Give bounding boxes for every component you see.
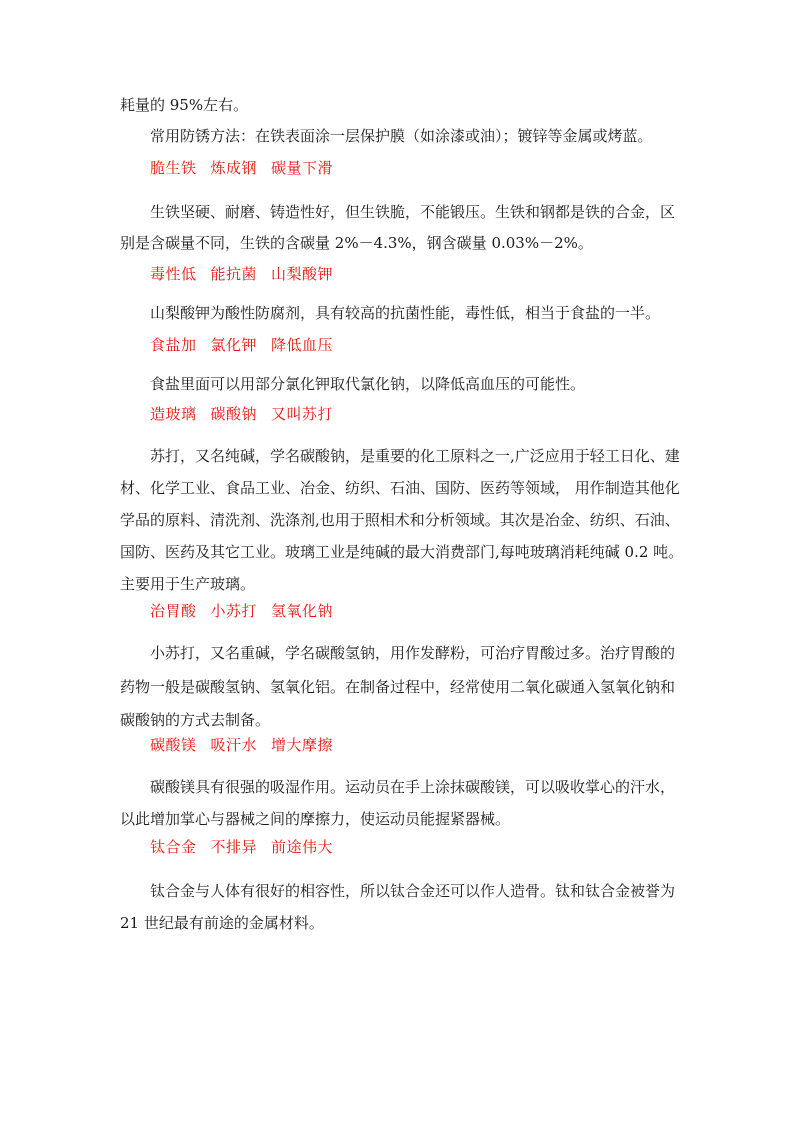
keyword: 氢氧化钠 [271, 602, 334, 620]
keyword: 增大摩擦 [271, 736, 334, 754]
paragraph-salt: 食盐里面可以用部分氯化钾取代氯化钠，以降低高血压的可能性。 [150, 375, 586, 393]
keyword: 碳酸镁 [150, 736, 197, 754]
keyword: 氯化钾 [210, 336, 258, 354]
keyword: 食盐加 [150, 336, 197, 354]
section-heading-salt [150, 334, 715, 357]
keyword: 前途伟大 [271, 838, 334, 856]
paragraph-cast-iron: 生铁坚硬、耐磨、铸造性好，但生铁脆，不能锻压。生铁和钢都是铁的合金，区别是含碳量不同，生铁的含碳量 2%－4.3%，钢含碳量 0.03%－2%。 [120, 203, 676, 252]
section-heading-baking-soda [150, 600, 715, 623]
keyword: 碳量下滑 [271, 159, 334, 177]
paragraph-soda: 苏打，又名纯碱，学名碳酸钠，是重要的化工原料之一,广泛应用于轻工日化、建材、化学工业、食品工业、冶金、纺织、石油、国防、医药等领域， 用作制造其他化学品的原料、清洗剂、洗涤剂,也用于照相术和分析领域。其次是冶金、纺织、石油、国防、医药及其它工业。玻璃工业是纯碱的最大消费部门,每吨玻璃消耗纯碱 0.2 吨。主要用于生产玻璃。 [120, 447, 684, 593]
keyword: 吸汗水 [210, 736, 258, 754]
keyword: 造玻璃 [150, 405, 197, 423]
section-heading-soda [150, 403, 715, 426]
keyword: 能抗菌 [210, 265, 258, 283]
keyword: 碳酸钠 [210, 405, 258, 423]
paragraph-magnesium-carbonate: 碳酸镁具有很强的吸湿作用。运动员在手上涂抹碳酸镁，可以吸收掌心的汗水，以此增加掌心与器械之间的摩擦力，使运动员能握紧器械。 [120, 778, 676, 828]
keyword: 小苏打 [210, 602, 258, 620]
keyword: 脆生铁 [150, 159, 197, 177]
paragraph-rust-prevention: 常用防锈方法：在铁表面涂一层保护膜（如涂漆或油）；镀锌等金属或烤蓝。 [150, 127, 653, 145]
keyword: 治胃酸 [150, 602, 197, 620]
keyword: 降低血压 [271, 336, 334, 354]
keyword: 炼成钢 [210, 159, 258, 177]
keyword: 毒性低 [150, 265, 197, 283]
keyword: 不排异 [210, 838, 258, 856]
section-heading-potassium-sorbate [150, 263, 715, 286]
keyword: 钛合金 [150, 838, 197, 856]
paragraph-titanium-alloy: 钛合金与人体有很好的相容性，所以钛合金还可以作人造骨。钛和钛合金被誉为 21 世纪最有前途的金属材料。 [120, 882, 676, 932]
paragraph-potassium-sorbate: 山梨酸钾为酸性防腐剂，具有较高的抗菌性能，毒性低，相当于食盐的一半。 [150, 304, 661, 322]
keyword: 又叫苏打 [271, 405, 334, 423]
paragraph-continuation: 耗量的 95%左右。 [120, 96, 249, 114]
section-heading-titanium-alloy [150, 836, 715, 859]
paragraph-baking-soda: 小苏打，又名重碱，学名碳酸氢钠，用作发酵粉，可治疗胃酸过多。治疗胃酸的药物一般是碳酸氢钠、氢氧化铝。在制备过程中，经常使用二氧化碳通入氢氧化钠和碳酸钠的方式去制备。 [120, 644, 676, 729]
section-heading-cast-iron [150, 157, 715, 180]
keyword: 山梨酸钾 [271, 265, 334, 283]
section-heading-magnesium-carbonate [150, 734, 715, 757]
